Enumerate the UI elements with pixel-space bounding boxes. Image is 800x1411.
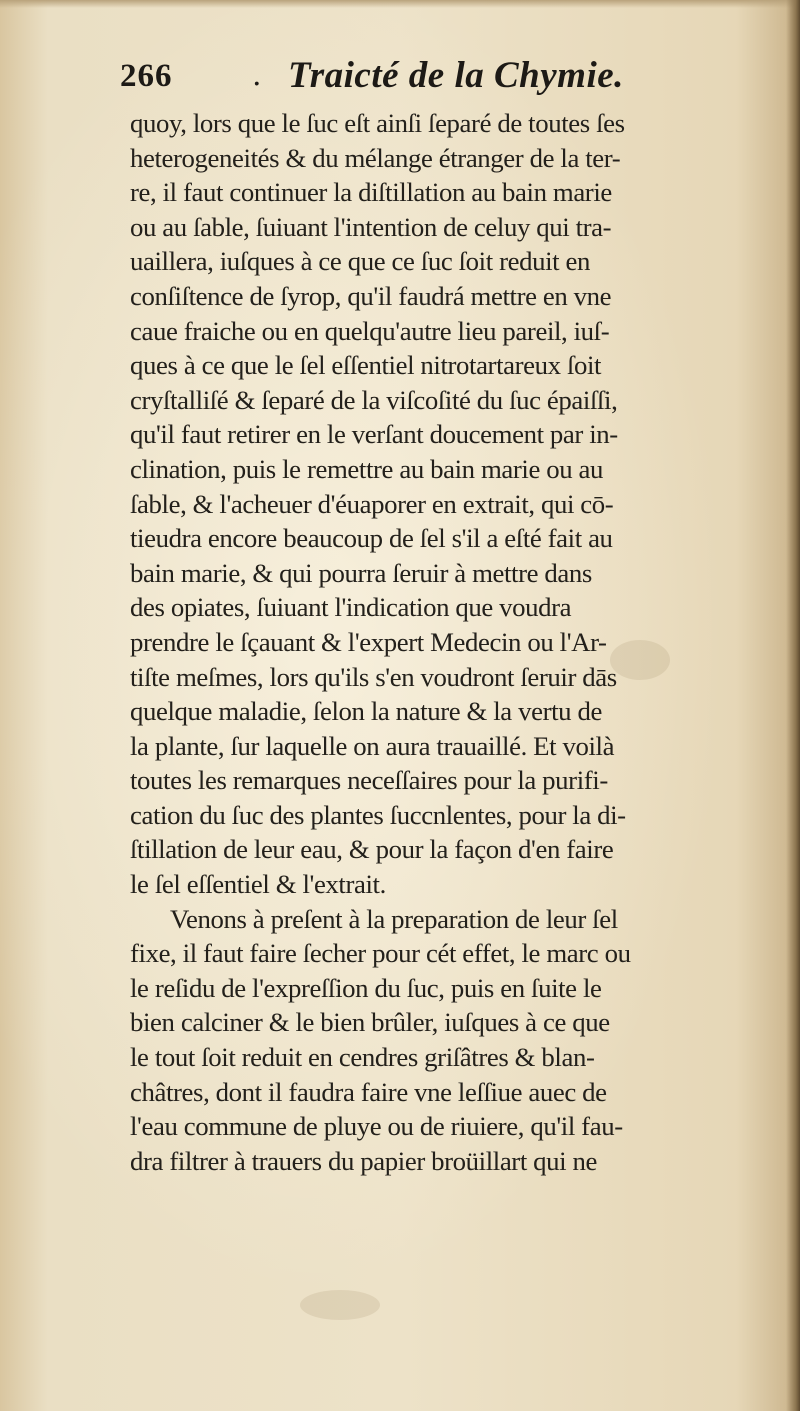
text-line: châtres, dont il faudra faire vne leſſiue auec de	[130, 1076, 607, 1107]
page-gutter-shadow	[786, 0, 800, 1411]
text-line: le ſel eſſentiel & l'extrait.	[130, 869, 386, 900]
text-line: le reſidu de l'expreſſion du ſuc, puis en ſuite le	[130, 972, 602, 1003]
running-title: Traicté de la Chymie.	[288, 55, 624, 96]
text-line: cryſtalliſé & ſeparé de la viſcoſité du ſuc épaiſſi,	[130, 384, 618, 415]
page-number: 266	[120, 58, 173, 94]
text-line: fixe, il faut faire ſecher pour cét effet, le marc ou	[130, 938, 631, 969]
text-line: quoy, lors que le ſuc eſt ainſi ſeparé de toutes ſes	[130, 108, 625, 138]
text-line: uaillera, iuſques à ce que ce ſuc ſoit reduit en	[130, 246, 590, 277]
text-line: bien calciner & le bien brûler, iuſques à ce que	[130, 1007, 610, 1038]
text-line: re, il faut continuer la diſtillation au bain marie	[130, 177, 612, 208]
text-line: conſiſtence de ſyrop, qu'il faudrá mettre en vne	[130, 280, 612, 311]
text-line: qu'il faut retirer en le verſant doucement par in-	[130, 419, 618, 450]
text-line: dra filtrer à trauers du papier broüillart qui ne	[130, 1145, 598, 1176]
text-line: caue fraiche ou en quelqu'autre lieu pareil, iuſ-	[130, 315, 610, 346]
text-line: le tout ſoit reduit en cendres griſâtres & blan-	[130, 1042, 595, 1073]
body-text	[130, 106, 770, 1178]
text-line: quelque maladie, ſelon la nature & la vertu de	[130, 696, 602, 727]
text-line: ou au ſable, ſuiuant l'intention de celuy qui tra-	[130, 211, 612, 242]
text-line: ſtillation de leur eau, & pour la façon d'en faire	[130, 834, 614, 865]
text-line: prendre le ſçauant & l'expert Medecin ou l'Ar-	[130, 626, 607, 657]
text-line: tiſte meſmes, lors qu'ils s'en voudront ſeruir dās	[130, 661, 617, 692]
paragraph-start-line: Venons à preſent à la preparation de leur ſel	[170, 903, 618, 934]
text-line: cation du ſuc des plantes ſuccnlentes, pour la di-	[130, 799, 626, 830]
text-line: la plante, ſur laquelle on aura trauaillé. Et voilà	[130, 730, 615, 761]
paper-stain	[300, 1290, 380, 1320]
text-line: ſable, & l'acheuer d'éuaporer en extrait, qui cō-	[130, 488, 614, 519]
text-line: tieudra encore beaucoup de ſel s'il a eſté fait au	[130, 523, 613, 554]
text-line: clination, puis le remettre au bain marie ou au	[130, 453, 604, 484]
text-line: des opiates, ſuiuant l'indication que voudra	[130, 592, 572, 623]
text-line: heterogeneités & du mélange étranger de la ter-	[130, 142, 621, 173]
text-line: ques à ce que le ſel eſſentiel nitrotartareux ſoit	[130, 350, 602, 381]
text-line: bain marie, & qui pourra ſeruir à mettre dans	[130, 557, 592, 588]
text-line: toutes les remarques neceſſaires pour la purifi-	[130, 765, 608, 796]
text-line: l'eau commune de pluye ou de riuiere, qu'il fau-	[130, 1111, 623, 1142]
page-header	[120, 52, 680, 102]
page-top-edge	[0, 0, 800, 8]
header-separator: .	[252, 58, 262, 93]
